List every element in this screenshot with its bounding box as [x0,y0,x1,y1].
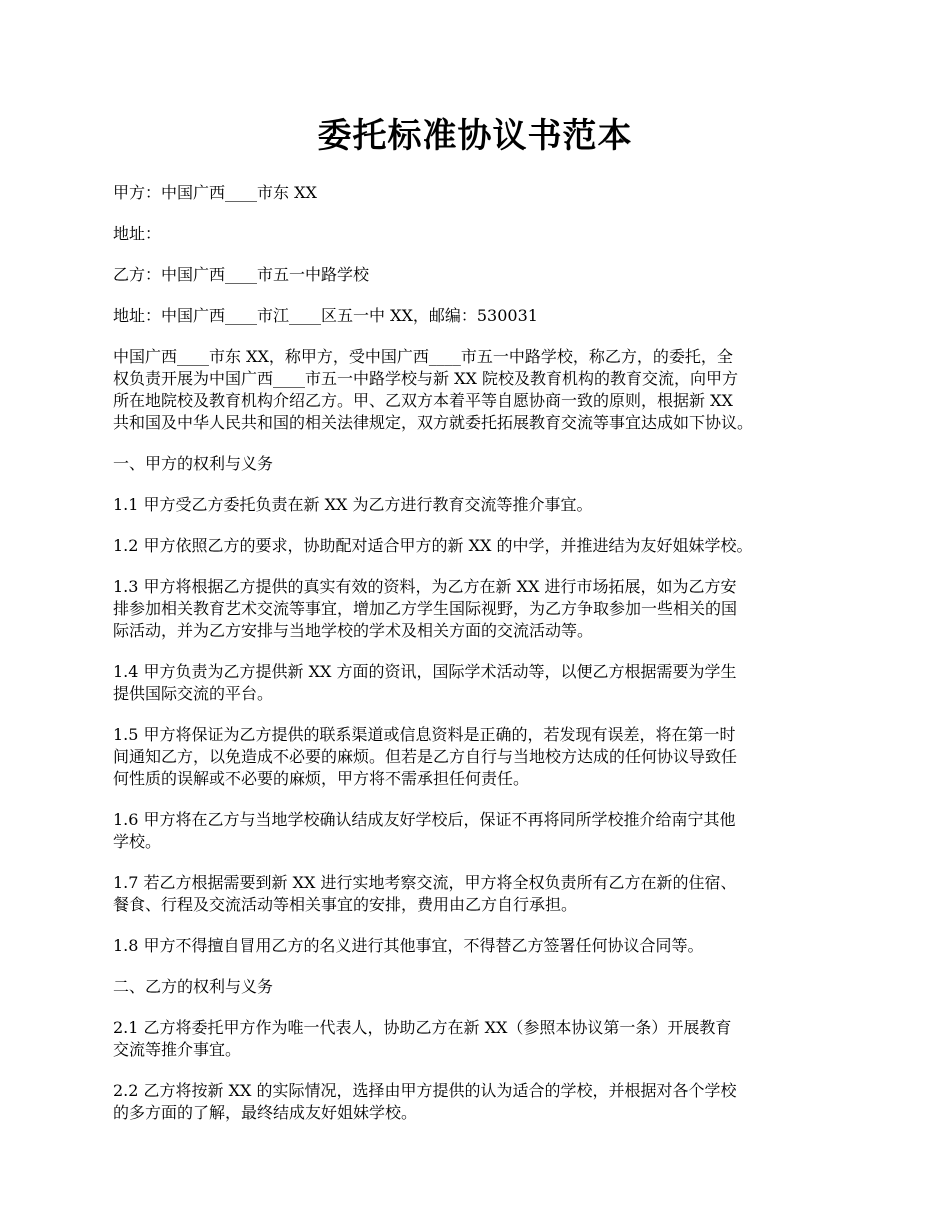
party-b-address: 地址：中国广西____市江____区五一中 XX，邮编：530031 [113,306,538,325]
document-body [113,182,853,1143]
clause-1-4: 1.4 甲方负责为乙方提供新 XX 方面的资讯，国际学术活动等，以便乙方根据需要为学生 提供国际交流的平台。 [113,662,737,703]
party-a-line: 甲方：中国广西____市东 XX [113,183,317,202]
clause-1-1: 1.1 甲方受乙方委托负责在新 XX 为乙方进行教育交流等推介事宜。 [113,495,593,514]
party-a-address: 地址： [113,224,162,243]
party-b-line: 乙方：中国广西____市五一中路学校 [113,265,370,284]
section-heading-party-a: 一、甲方的权利与义务 [113,454,274,473]
section-heading-party-b: 二、乙方的权利与义务 [113,977,274,996]
preamble-paragraph: 中国广西____市东 XX，称甲方，受中国广西____市五一中路学校，称乙方，的委托，全 权负责开展为中国广西____市五一中路学校与新 XX 院校及教育机构的教育交流，向甲方 所在地院校及教育机构介绍乙方。甲、乙双方本着平等自愿协商一致的原则，根据新 XX 共和国及中华人民共和国的相关法律规定，双方就委托拓展教育交流等事宜达成如下协议。 [113,347,754,432]
clause-1-5: 1.5 甲方将保证为乙方提供的联系渠道或信息资料是正确的，若发现有误差，将在第一时 间通知乙方，以免造成不必要的麻烦。但若是乙方自行与当地校方达成的任何协议导致任 何性质的误解或不必要的麻烦，甲方将不需承担任何责任。 [113,725,738,788]
document-title: 委托标准协议书范本 [317,116,633,156]
clause-1-8: 1.8 甲方不得擅自冒用乙方的名义进行其他事宜，不得替乙方签署任何协议合同等。 [113,936,704,955]
clause-1-3: 1.3 甲方将根据乙方提供的真实有效的资料，为乙方在新 XX 进行市场拓展，如为乙方安 排参加相关教育艺术交流等事宜，增加乙方学生国际视野，为乙方争取参加一些相关的国 际活动，并为乙方安排与当地学校的学术及相关方面的交流活动等。 [113,577,738,640]
clause-1-7: 1.7 若乙方根据需要到新 XX 进行实地考察交流，甲方将全权负责所有乙方在新的住宿、 餐食、行程及交流活动等相关事宜的安排，费用由乙方自行承担。 [113,873,737,914]
clause-1-2: 1.2 甲方依照乙方的要求，协助配对适合甲方的新 XX 的中学，并推进结为友好姐妹学校。 [113,536,753,555]
clause-1-6: 1.6 甲方将在乙方与当地学校确认结成友好学校后，保证不再将同所学校推介给南宁其他 学校。 [113,810,736,851]
clause-2-2: 2.2 乙方将按新 XX 的实际情况，选择由甲方提供的认为适合的学校，并根据对各个学校 的多方面的了解，最终结成友好姐妹学校。 [113,1081,737,1122]
clause-2-1: 2.1 乙方将委托甲方作为唯一代表人，协助乙方在新 XX（参照本协议第一条）开展教育 交流等推介事宜。 [113,1018,732,1059]
